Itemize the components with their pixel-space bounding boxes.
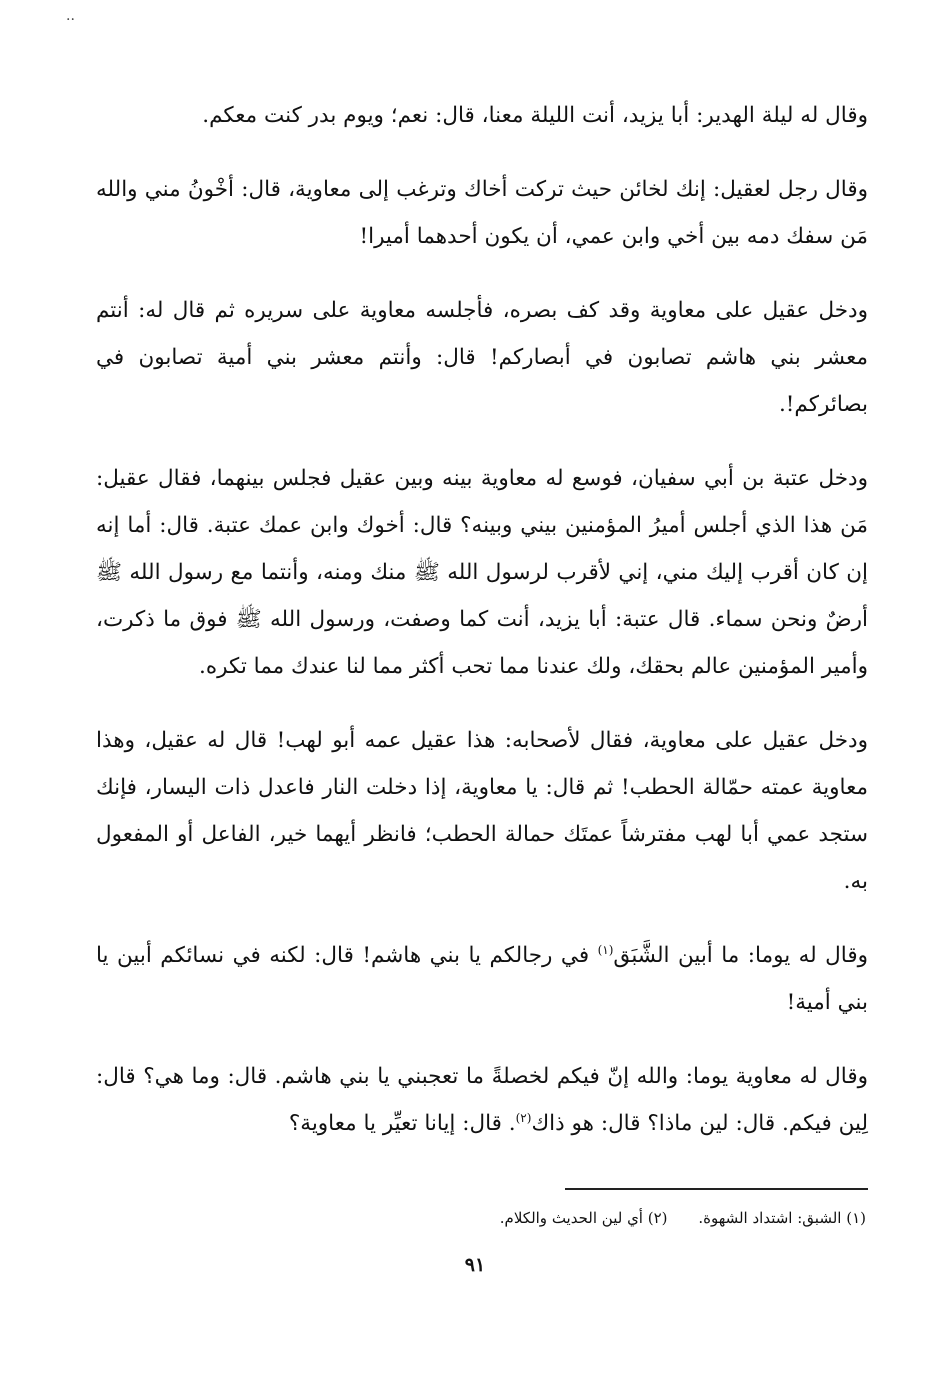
paragraph-7-text-before: وقال له معاوية يوما: والله إنّ فيكم لخصلةً ما تعجبني يا بني هاشم. قال: وما هي؟ قال: لِين فيكم. قال: لين ماذا؟ قال: هو ذاك bbox=[96, 1064, 868, 1136]
paragraph-6-text-after: في رجالكم يا بني هاشم! قال: لكنه في نسائكم أبين يا بني أمية! bbox=[96, 943, 868, 1015]
footnote-2: (٢) أي لين الحديث والكلام. bbox=[499, 1209, 668, 1227]
corner-mark: .. bbox=[66, 8, 75, 24]
paragraph-4: ودخل عتبة بن أبي سفيان، فوسع له معاوية بينه وبين عقيل فجلس بينهما، فقال عقيل: مَن هذا الذي أجلس أميرُ المؤمنين بيني وبينه؟ قال: أخوك وابن عمك عتبة. قال: أما إنه إن كان أقرب إليك مني، إني لأقرب لرسول الله ﷺ منك ومنه، وأنتما مع رسول الله ﷺ أرضٌ ونحن سماء. قال عتبة: أبا يزيد، أنت كما وصفت، ورسول الله ﷺ فوق ما ذكرت، وأمير المؤمنين عالم بحقك، ولك عندنا مما تحب أكثر مما لنا عندك مما تكره. bbox=[96, 466, 869, 679]
footnote-ref-2: (٢) bbox=[515, 1110, 532, 1125]
footnotes bbox=[474, 1206, 866, 1230]
paragraph-6-text-before: وقال له يوما: ما أبين الشَّبَق bbox=[613, 943, 869, 968]
paragraph-5: ودخل عقيل على معاوية، فقال لأصحابه: هذا عقيل عمه أبو لهب! قال له عقيل، وهذا معاوية عمته حمّالة الحطب! ثم قال: يا معاوية، إذا دخلت النار فاعدل ذات اليسار، فإنك ستجد عمي أبا لهب مفترشاً عمتَك حمالة الحطب؛ فانظر أيهما خير، الفاعل أو المفعول به. bbox=[96, 728, 868, 894]
paragraph-7 bbox=[96, 1053, 868, 1147]
footnote-ref-1: (١) bbox=[597, 942, 614, 957]
page-body bbox=[96, 92, 868, 1174]
footnote-separator bbox=[565, 1188, 868, 1190]
page-number: ٩١ bbox=[464, 1254, 486, 1276]
paragraph-6 bbox=[96, 932, 868, 1026]
footnote-1: (١) الشبق: اشتداد الشهوة. bbox=[698, 1209, 866, 1227]
paragraph-3: ودخل عقيل على معاوية وقد كف بصره، فأجلسه معاوية على سريره ثم قال له: أنتم معشر بني هاشم تصابون في أبصاركم! قال: وأنتم معشر بني أمية تصابون في بصائركم!. bbox=[96, 298, 868, 417]
paragraph-1: وقال له ليلة الهدير: أبا يزيد، أنت الليلة معنا، قال: نعم؛ ويوم بدر كنت معكم. bbox=[202, 103, 868, 128]
paragraph-7-text-after: . قال: إيانا تعيِّر يا معاوية؟ bbox=[288, 1111, 516, 1136]
paragraph-2: وقال رجل لعقيل: إنك لخائن حيث تركت أخاك وترغب إلى معاوية، قال: أخْونُ مني والله مَن سفك دمه بين أخي وابن عمي، أن يكون أحدهما أميرا! bbox=[96, 177, 868, 249]
